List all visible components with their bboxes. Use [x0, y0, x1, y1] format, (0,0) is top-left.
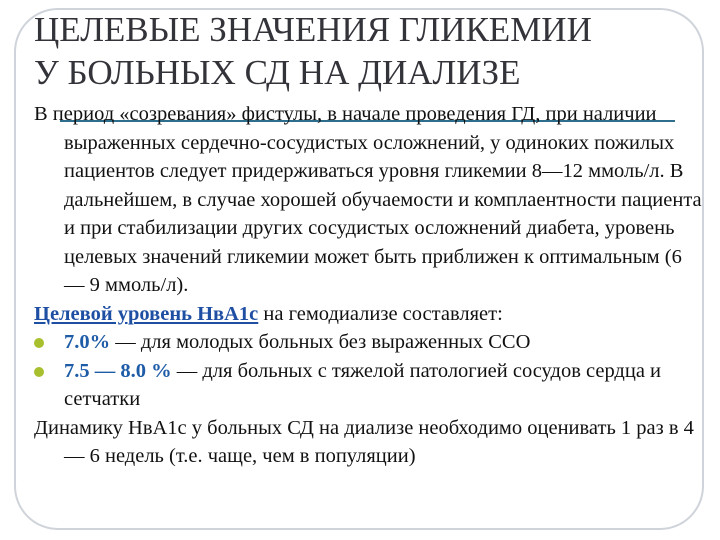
paragraph-dialysis-start: В период «созревания» фистулы, в начале проведения ГД, при наличии выраженных сердечно-сосудистых осложнений, у одиноких пожилых пациентов следует придерживаться уровня гликемии 8—12 ммоль/л. В дальнейшем, в случае хорошей обучаемости и комплаентности пациента и при стабилизации других сосудистых осложнений диабета, уровень целевых значений гликемии может быть приближен к оптимальным (6 — 9 ммоль/л). — [34, 103, 702, 296]
slide-body — [34, 100, 704, 471]
bullet-dot-icon — [34, 367, 44, 377]
bullet-item-severe — [34, 357, 704, 414]
bullet-value: 7.5 — 8.0 % — [64, 359, 172, 382]
target-level-line — [34, 300, 704, 329]
title-line-1: ЦЕЛЕВЫЕ ЗНАЧЕНИЯ ГЛИКЕМИИ — [34, 10, 592, 49]
bullet-value: 7.0% — [64, 331, 111, 353]
bullet-dot-icon — [34, 338, 44, 348]
bullet-text: — для молодых больных без выраженных ССО — [110, 331, 531, 353]
target-level-link[interactable]: Целевой уровень НвА1с — [34, 302, 259, 325]
title-line-2: У БОЛЬНЫХ СД НА ДИАЛИЗЕ — [34, 53, 521, 92]
target-level-text: на гемодиализе составляет: — [258, 302, 503, 325]
bullet-text: — для больных с тяжелой патологией сосудов сердца и сетчатки — [64, 359, 662, 410]
bullet-item-young — [34, 328, 704, 357]
slide-title — [34, 8, 694, 94]
paragraph-monitoring: Динамику НвА1с у больных СД на диализе необходимо оценивать 1 раз в 4 — 6 недель (т.е. чаще, чем в популяции) — [34, 416, 694, 467]
